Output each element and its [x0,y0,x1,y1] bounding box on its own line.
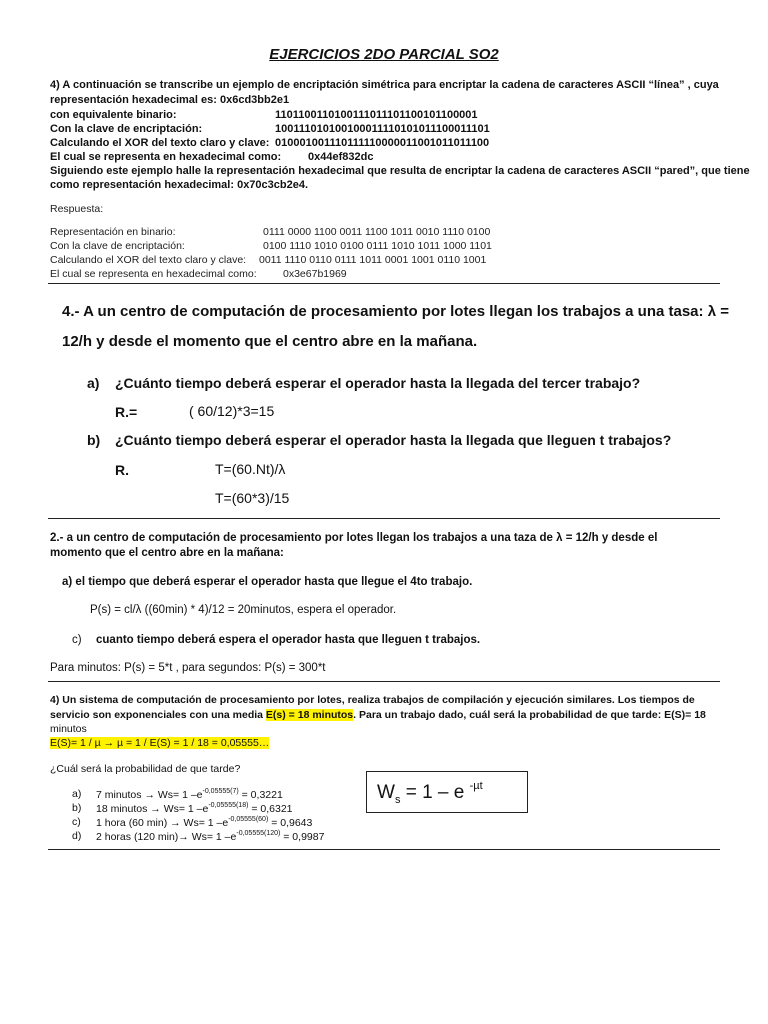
divider [48,283,720,284]
second-question-a: a) el tiempo que deberá esperar el operador hasta que llegue el 4to trabajo. [62,576,473,588]
item-c-result: = 0,9643 [268,817,313,829]
ws-equation: = 1 – e [400,782,470,803]
question-b-text: ¿Cuánto tiempo deberá esperar el operador hasta la llegada que lleguen t trabajos? [115,432,672,448]
resp-hex-label: El cual se representa en hexadecimal como: [50,268,257,280]
resp-binary-value: 0111 0000 1100 0011 1100 1011 0010 1110 0100 [263,226,491,238]
binary-label: con equivalente binario: [50,109,177,121]
answer-a-value: ( 60/12)*3=15 [189,403,275,419]
item-c [96,816,312,829]
ws-formula [377,780,483,806]
question-a-label: a) [87,375,100,391]
queue-question-line1: 4.- A un centro de computación de procesamiento por lotes llegan los trabajos a una tasa: λ = [62,303,729,320]
exponential-line3: minutos [50,723,87,735]
question-a-text: ¿Cuánto tiempo deberá esperar el operador hasta la llegada del tercer trabajo? [115,375,641,391]
item-d-label: d) [72,830,82,842]
item-b-label: b) [72,802,82,814]
item-a-exp: -0,05555(7) [202,788,239,795]
ws-formula-box [366,771,528,813]
encryption-intro-line1: 4) A continuación se transcribe un ejemplo de encriptación simétrica para encriptar la cadena de caracteres ASCII “línea” , cuya [50,79,719,91]
respuesta-label: Respuesta: [50,203,104,215]
answer-b-value: T=(60*3)/15 [215,490,290,506]
divider [48,849,720,850]
answer-b-formula: T=(60.Nt)/λ [215,461,286,477]
second-question-line2: momento que el centro abre en la mañana: [50,547,284,559]
exponential-line2 [50,709,706,721]
mu-formula-highlight: E(S)= 1 / µ → µ = 1 / E(S) = 1 / 18 = 0,05555… [50,737,270,749]
item-a-text: 7 minutos → Ws= 1 –e [96,789,203,801]
mean-highlight: E(s) = 18 minutos [265,709,354,721]
xor-label: Calculando el XOR del texto claro y clave: [50,137,270,149]
item-d-exp: -0,05555(120) [236,830,281,837]
item-c-exp: -0,05555(60) [228,816,269,823]
second-question-line1: 2.- a un centro de computación de procesamiento por lotes llegan los trabajos a una taza de λ = 12/h y desde el [50,532,658,544]
hex-value: 0x44ef832dc [308,151,374,163]
exponential-line2-post: . Para un trabajo dado, cuál será la probabilidad de que tarde: E(S)= 18 [353,709,706,721]
probability-question: ¿Cuál será la probabilidad de que tarde? [50,763,241,775]
hex-label: El cual se representa en hexadecimal como: [50,151,282,163]
key-label: Con la clave de encriptación: [50,123,203,135]
divider [48,681,720,682]
item-d-text: 2 horas (120 min)→ Ws= 1 –e [96,831,237,843]
key-value: 100111010100100011110101011100011101 [275,123,490,135]
encryption-intro-line2: representación hexadecimal es: 0x6cd3bb2e1 [50,94,290,106]
encryption-task-line2: como representación hexadecimal: 0x70c3cb2e4. [50,179,309,191]
item-d-result: = 0,9987 [280,831,325,843]
divider [48,518,720,519]
ws-exponent: -µt [469,780,483,792]
second-question-c-label: c) [72,634,82,646]
second-answer-c: Para minutos: P(s) = 5*t , para segundos: P(s) = 300*t [50,662,326,674]
item-a [96,788,283,801]
resp-key-value: 0100 1110 1010 0100 0111 1010 1011 1000 1101 [263,240,492,252]
resp-xor-label: Calculando el XOR del texto claro y clave: [50,254,247,266]
ws-subscript: s [394,793,401,806]
xor-value: 010001001110111110000011001011011100 [275,137,490,149]
resp-hex-value: 0x3e67b1969 [283,268,347,280]
item-a-label: a) [72,788,82,800]
queue-question-line2: 12/h y desde el momento que el centro abre en la mañana. [62,333,478,350]
item-c-text: 1 hora (60 min) → Ws= 1 –e [96,817,229,829]
exponential-line2-pre: servicio son exponenciales con una media [50,709,266,721]
resp-binary-label: Representación en binario: [50,226,176,238]
ws-symbol: W [377,782,395,803]
resp-key-label: Con la clave de encriptación: [50,240,185,252]
exponential-line1: 4) Un sistema de computación de procesamiento por lotes, realiza trabajos de compilación y ejecución similares. Los tiempos de [50,694,695,706]
answer-a-label: R.= [115,404,138,420]
item-a-result: = 0,3221 [238,789,283,801]
item-b-text: 18 minutos → Ws= 1 –e [96,803,209,815]
page-title: EJERCICIOS 2DO PARCIAL SO2 [269,46,499,63]
second-question-c: cuanto tiempo deberá espera el operador hasta que lleguen t trabajos. [96,634,481,646]
binary-value: 1101100110100111011101100101100001 [275,109,478,121]
item-d [96,830,324,843]
question-b-label: b) [87,432,101,448]
answer-b-label: R. [115,462,129,478]
item-c-label: c) [72,816,81,828]
encryption-task-line1: Siguiendo este ejemplo halle la representación hexadecimal que resulta de encriptar la cadena de caracteres ASCII “pared”, que tiene [50,165,750,177]
second-answer-a: P(s) = cl/λ ((60min) * 4)/12 = 20minutos, espera el operador. [90,604,397,616]
item-b [96,802,293,815]
item-b-exp: -0,05555(18) [208,802,249,809]
resp-xor-value: 0011 1110 0110 0111 1011 0001 1001 0110 1001 [259,254,487,266]
item-b-result: = 0,6321 [248,803,293,815]
